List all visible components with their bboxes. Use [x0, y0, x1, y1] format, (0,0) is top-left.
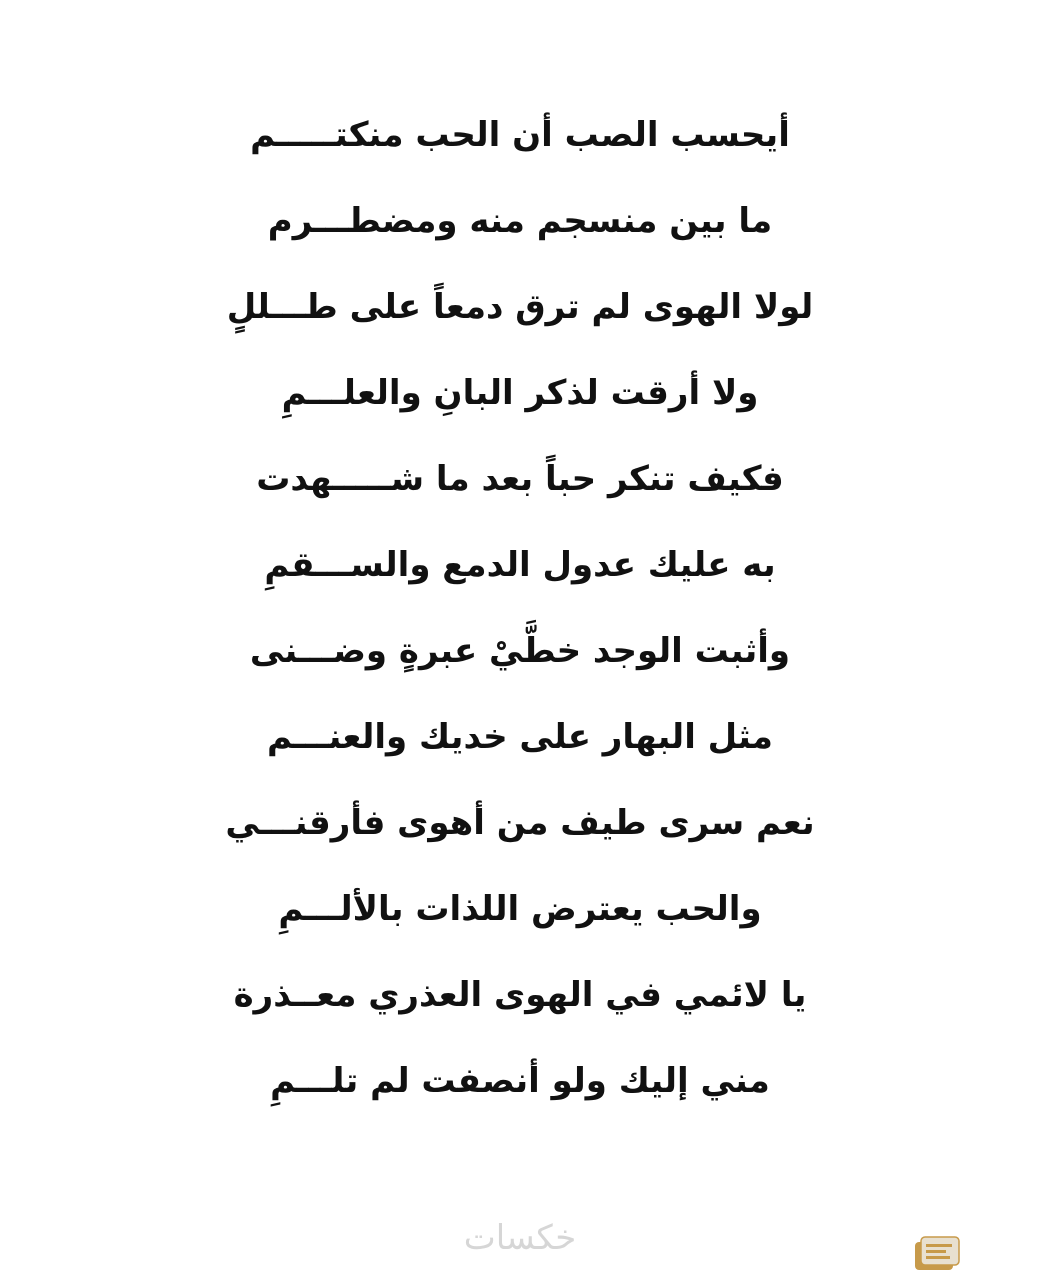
poem-verse-12: مني إليك ولو أنصفت لم تلـــمِ — [270, 1061, 770, 1101]
poem-verse-1: أيحسب الصب أن الحب منكتـــــم — [250, 115, 790, 155]
poem-verse-2: ما بين منسجم منه ومضطـــرم — [267, 201, 773, 241]
poem-verse-5: فكيف تنكر حباً بعد ما شـــــهدت — [256, 459, 784, 499]
poem-verse-8: مثل البهار على خديك والعنـــم — [267, 717, 773, 757]
poem-verse-9: نعم سرى طيف من أهوى فأرقنـــي — [225, 803, 815, 843]
site-badge-icon — [912, 1234, 962, 1274]
poem-verse-10: والحب يعترض اللذات بالألـــمِ — [278, 889, 762, 929]
poem-verse-6: به عليك عدول الدمع والســـقمِ — [264, 545, 776, 585]
poem — [200, 92, 840, 1124]
watermark-logo: خكسات — [463, 1218, 577, 1258]
poem-verse-4: ولا أرقت لذكر البانِ والعلـــمِ — [281, 373, 759, 413]
poem-verse-7: وأثبت الوجد خطَّيْ عبرةٍ وضـــنى — [249, 631, 791, 671]
poem-verse-3: لولا الهوى لم ترق دمعاً على طـــللٍ — [226, 287, 814, 327]
poem-verse-11: يا لائمي في الهوى العذري معــذرة — [233, 975, 807, 1015]
